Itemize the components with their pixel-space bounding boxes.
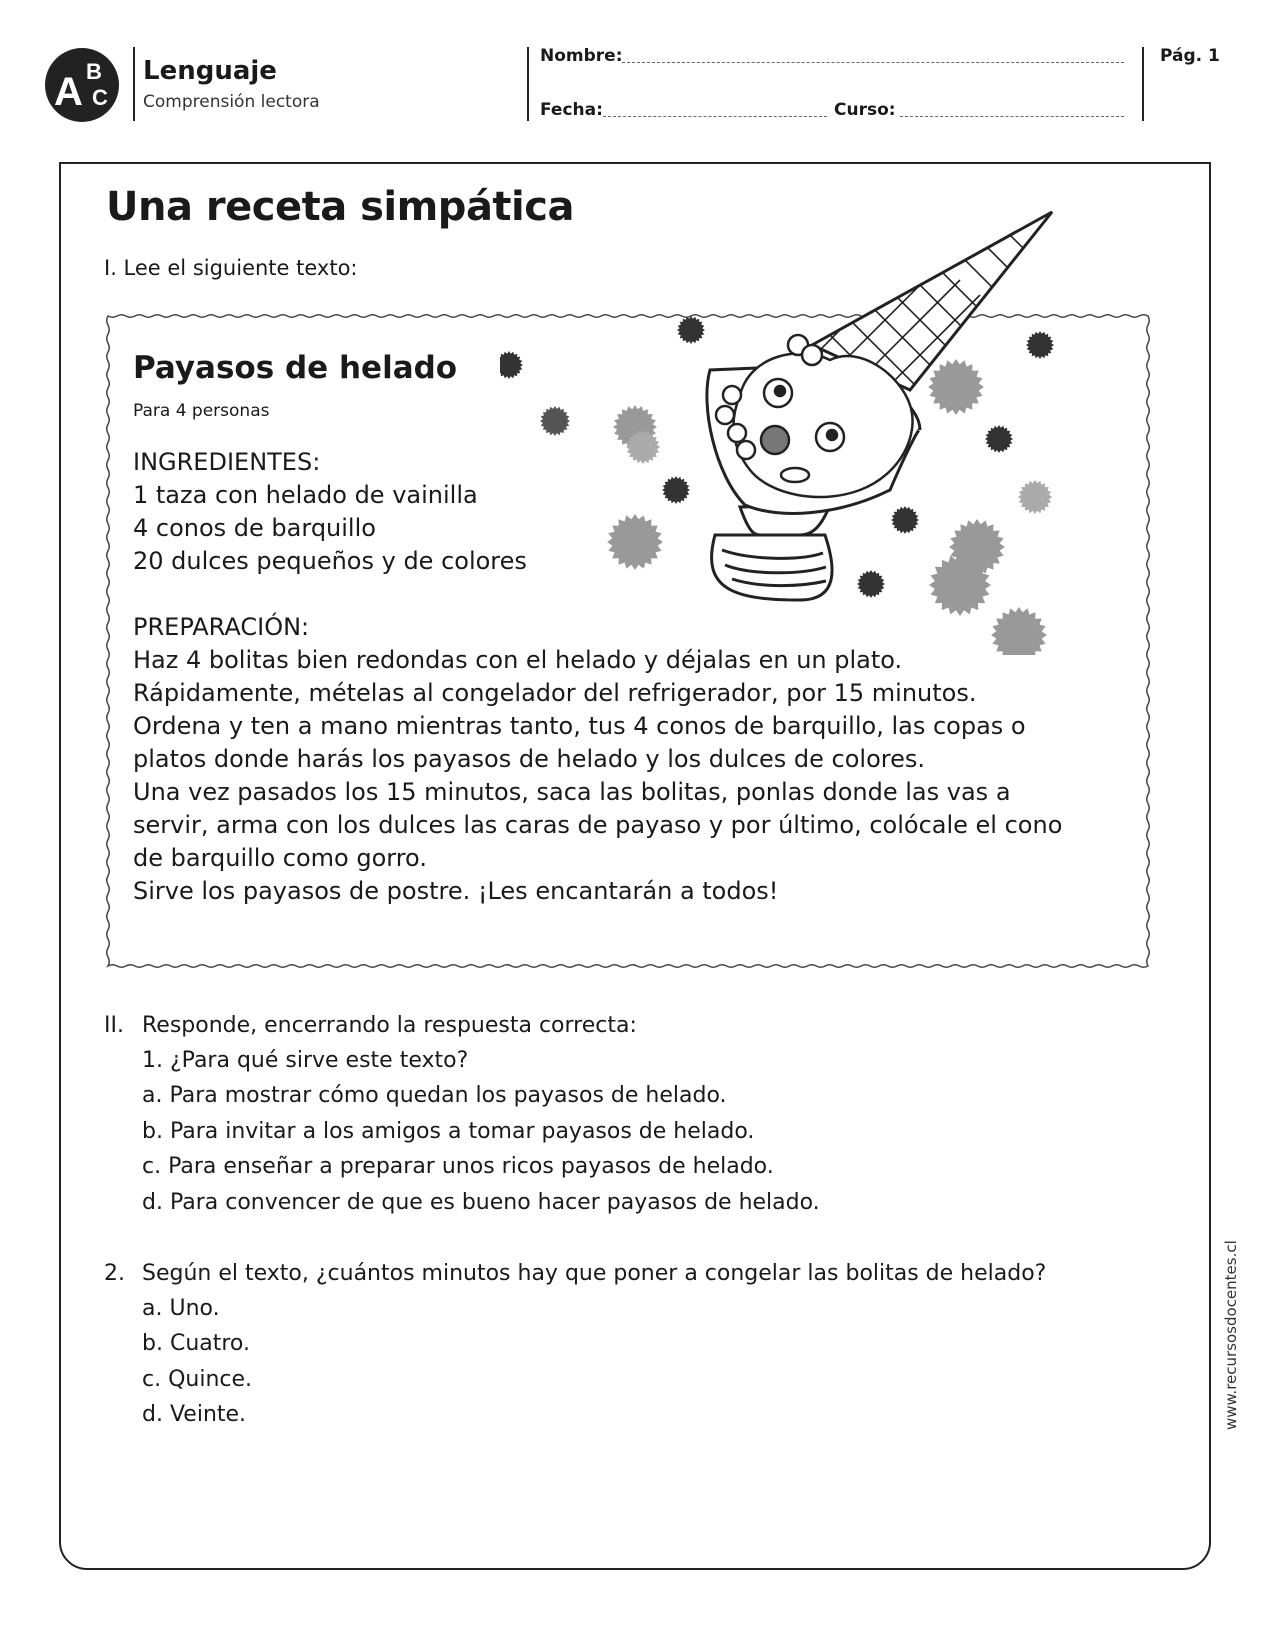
starburst-dot-icon (607, 514, 663, 570)
preparation-line: servir, arma con los dulces las caras de payaso y por último, colócale el cono (133, 811, 1063, 839)
logo-letter-b: B (86, 59, 102, 84)
recipe-servings: Para 4 personas (133, 401, 270, 421)
nombre-field[interactable] (622, 62, 1124, 63)
starburst-dot-icon (891, 506, 919, 534)
answer-option[interactable]: c. Para enseñar a preparar unos ricos payasos de helado. (142, 1154, 774, 1179)
header-divider (1142, 47, 1144, 121)
curso-label: Curso: (834, 100, 896, 120)
answer-option[interactable]: a. Para mostrar cómo quedan los payasos de helado. (142, 1083, 727, 1108)
header-divider (133, 47, 135, 121)
logo-letter-a: A (54, 70, 83, 114)
preparation-line: Rápidamente, mételas al congelador del refrigerador, por 15 minutos. (133, 679, 977, 707)
preparation-line: Ordena y ten a mano mientras tanto, tus 4 conos de barquillo, las copas o (133, 712, 1026, 740)
fecha-field[interactable] (603, 116, 827, 117)
preparation-heading: PREPARACIÓN: (133, 613, 310, 641)
ingredient-item: 1 taza con helado de vainilla (133, 481, 478, 509)
answer-option[interactable]: b. Para invitar a los amigos a tomar payasos de helado. (142, 1119, 755, 1144)
starburst-dot-icon (985, 425, 1013, 453)
website-watermark: www.recursosdocentes.cl (1222, 1240, 1240, 1430)
subject-subtitle: Comprensión lectora (143, 92, 320, 112)
answer-option[interactable]: a. Uno. (142, 1296, 220, 1321)
header-divider (527, 47, 529, 121)
ingredient-item: 20 dulces pequeños y de colores (133, 547, 527, 575)
starburst-dot-icon (1018, 480, 1052, 514)
page-number: Pág. 1 (1160, 46, 1220, 66)
starburst-dot-icon (677, 316, 705, 344)
preparation-line: Una vez pasados los 15 minutos, saca las bolitas, ponlas donde las vas a (133, 778, 1011, 806)
starburst-dot-icon (662, 476, 690, 504)
logo-letter-c: C (92, 85, 108, 110)
preparation-line: Haz 4 bolitas bien redondas con el helado y déjalas en un plato. (133, 646, 903, 674)
starburst-dot-icon (1026, 331, 1054, 359)
starburst-dot-icon (928, 359, 984, 415)
question-2-number: 2. (104, 1261, 125, 1286)
question-2: Según el texto, ¿cuántos minutos hay que poner a congelar las bolitas de helado? (142, 1261, 1047, 1286)
answer-option[interactable]: d. Para convencer de que es bueno hacer payasos de helado. (142, 1190, 820, 1215)
preparation-line: Sirve los payasos de postre. ¡Les encantarán a todos! (133, 877, 779, 905)
section1-instruction: I. Lee el siguiente texto: (104, 256, 358, 280)
ice-cream-clown-illustration (500, 205, 1120, 655)
nombre-label: Nombre: (540, 46, 623, 66)
curso-field[interactable] (900, 116, 1124, 117)
section2-number: II. (104, 1013, 124, 1038)
starburst-dot-icon (857, 570, 885, 598)
recipe-title: Payasos de helado (133, 350, 458, 386)
answer-option[interactable]: d. Veinte. (142, 1402, 247, 1427)
section2-instruction: Responde, encerrando la respuesta correcta: (142, 1013, 637, 1038)
subject-title: Lenguaje (143, 56, 277, 86)
starburst-dot-icon (500, 351, 523, 379)
preparation-line: de barquillo como gorro. (133, 844, 427, 872)
answer-option[interactable]: b. Cuatro. (142, 1331, 250, 1356)
abc-logo (44, 47, 120, 123)
preparation-line: platos donde harás los payasos de helado y los dulces de colores. (133, 745, 926, 773)
starburst-dot-icon (991, 607, 1047, 655)
worksheet-title: Una receta simpática (106, 184, 574, 230)
fecha-label: Fecha: (540, 100, 603, 120)
starburst-dot-icon (540, 406, 570, 436)
ingredients-heading: INGREDIENTES: (133, 448, 321, 476)
answer-option[interactable]: c. Quince. (142, 1367, 253, 1392)
ingredient-item: 4 conos de barquillo (133, 514, 376, 542)
question-1: 1. ¿Para qué sirve este texto? (142, 1048, 469, 1073)
